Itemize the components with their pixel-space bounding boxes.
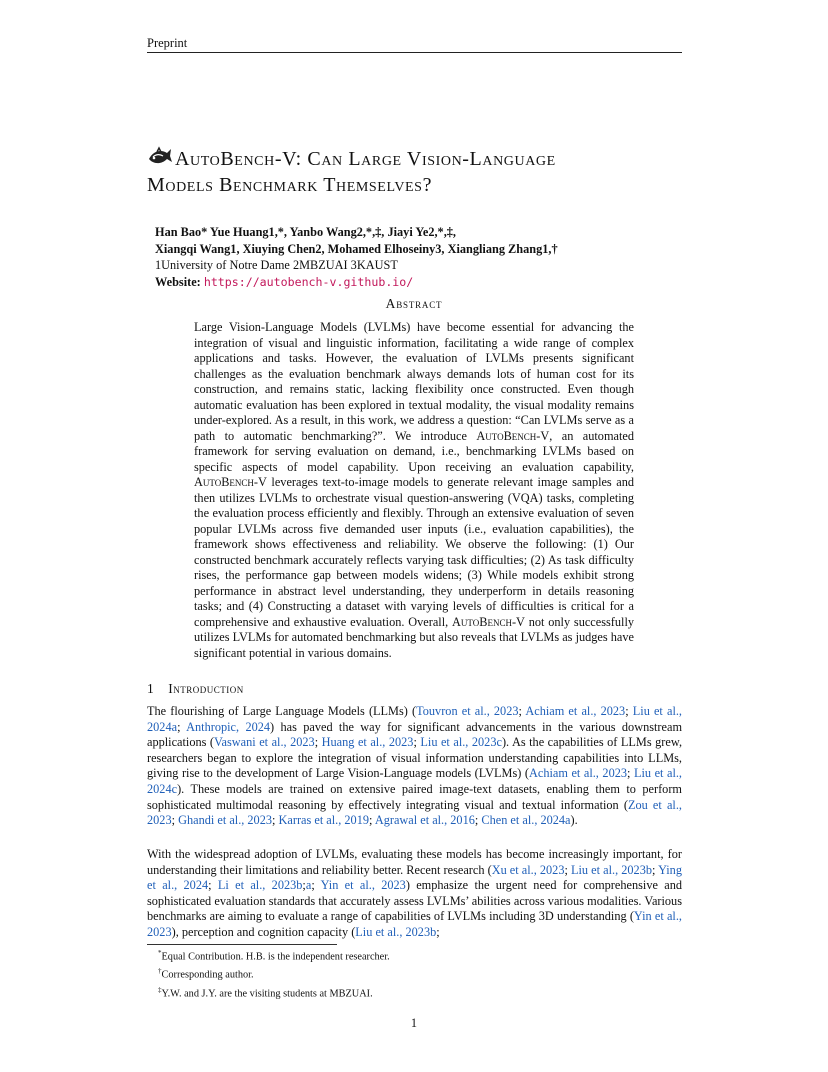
intro-paragraph-1: The flourishing of Large Language Models (LLMs) (Touvron et al., 2023; Achiam et al., 2023; Liu et al., 2024a; Anthropic, 2024) has paved the way for significant advancements in the various downstream applications (Vaswani et al., 2023; Huang et al., 2023; Liu et al., 2023c). As the capabilities of LLMs grew, researchers began to explore the integration of visual information understanding capabilities into LLMs, giving rise to the development of Large Vision-Language models (LVLMs) (Achiam et al., 2023; Liu et al., 2024c). These models are trained on extensive paired image-text datasets, enabling them to perform sophisticated multimodal reasoning by effectively integrating visual and textual information (Zou et al., 2023; Ghandi et al., 2023; Karras et al., 2019; Agrawal et al., 2016; Chen et al., 2024a).	[147, 704, 683, 828]
citation-link[interactable]: Liu et al., 2024a	[147, 704, 683, 734]
website-label: Website:	[155, 274, 201, 289]
citation-link[interactable]: Agrawal et al., 2016	[374, 813, 475, 828]
title-line-2: Models Benchmark Themselves?	[147, 174, 433, 196]
citation-link[interactable]: Karras et al., 2019	[278, 813, 370, 828]
citation-link[interactable]: Anthropic, 2024	[186, 719, 271, 734]
intro-paragraph-2: With the widespread adoption of LVLMs, evaluating these models has become increasingly important, for understanding their limitations and reliability better. Recent research (Xu et al., 2023; Liu et al., 2023b; Ying et al., 2024; Li et al., 2023b;a; Yin et al., 2023) emphasize the urgent need for comprehensive and sophisticated evaluation standards that accurately assess LVLMs’ abilities across various modalities. Various benchmarks are aiming to evaluate a range of capabilities of LVLMs including 3D understanding (Yin et al., 2023), perception and cognition capacity (Liu et al., 2023b;	[147, 847, 682, 939]
citation-link[interactable]: Liu et al., 2023b	[571, 862, 652, 877]
citation-link[interactable]: Li et al., 2023b	[217, 878, 303, 893]
author-block	[155, 224, 675, 290]
website-link[interactable]: https://autobench-v.github.io/	[203, 274, 414, 289]
abstract-body: Large Vision-Language Models (LVLMs) have become essential for advancing the integration of visual and linguistic information, facilitating a wide range of complex applications and tasks. However, the evaluation of LVLMs presents significant challenges as the evaluation benchmark always demands lots of human cost for its construction, and remains static, lacking flexibility once constructed. Even though automatic evaluation has been explored in textual modality, the visual modality remains under-explored. As a result, in this work, we address a question: “Can LVLMs serve as a path to automatic benchmarking?”. We introduce AutoBench-V, an automated framework for serving evaluation on demand, i.e., benchmarking LVLMs based on specific aspects of model capability. Upon receiving an evaluation capability, AutoBench-V leverages text-to-image models to generate relevant image samples and then utilizes LVLMs to orchestrate visual question-answering (VQA) tasks, completing the evaluation process efficiently and flexibly. Through an extensive evaluation of seven popular LVLMs across five demanded user inputs (i.e., evaluation capabilities), the framework shows effectiveness and reliability. We observe the following: (1) Our constructed benchmark accurately reflects varying task difficulties; (2) As task difficulty rises, the performance gap between models widens; (3) While models exhibit strong performance in abstract level understanding, they underperform in details reasoning tasks; and (4) Constructing a dataset with varying levels of difficulties is critical for a comprehensive and exhaustive evaluation. Overall, AutoBench-V not only successfully utilizes LVLMs for automated benchmarking but also reveals that LVLMs as judges have significant potential in various domains.	[194, 320, 635, 660]
citation-link[interactable]: Zou et al., 2023	[147, 797, 682, 828]
section-number: 1	[147, 681, 155, 696]
citation-link[interactable]: Vaswani et al., 2023	[214, 735, 315, 750]
citation-link[interactable]: Touvron et al., 2023	[416, 704, 519, 718]
framework-name: AutoBench-V	[452, 614, 525, 629]
citation-link[interactable]: a	[305, 878, 312, 893]
section-title: Introduction	[168, 681, 244, 696]
footnotes	[158, 946, 678, 1001]
framework-name: AutoBench-V	[476, 428, 550, 443]
arxiv-sidebar	[0, 0, 60, 1072]
authors-line-1: Han Bao* Yue Huang1,*, Yanbo Wang2,*,‡, Jiayi Ye2,*,‡,	[155, 225, 456, 239]
citation-link[interactable]: Achiam et al., 2023	[529, 766, 628, 781]
footnote-corresponding: †Corresponding author.	[158, 967, 254, 981]
affiliations: 1University of Notre Dame 2MBZUAI 3KAUST	[155, 258, 398, 272]
citation-link[interactable]: Liu et al., 2023c	[420, 735, 502, 750]
paper-title	[147, 145, 687, 198]
abstract-heading: Abstract	[385, 296, 443, 311]
title-text-1: AutoBench-V: Can Large Vision-Language	[175, 148, 556, 170]
citation-link[interactable]: Achiam et al., 2023	[525, 704, 626, 718]
running-header: Preprint	[147, 36, 188, 50]
framework-name: AutoBench-V	[194, 475, 267, 489]
authors-line-2: Xiangqi Wang1, Xiuying Chen2, Mohamed Elhoseiny3, Xiangliang Zhang1,†	[155, 241, 558, 256]
citation-link[interactable]: Liu et al., 2024c	[147, 766, 683, 796]
citation-link[interactable]: Ghandi et al., 2023	[178, 813, 273, 828]
citation-link[interactable]: Yin et al., 2023	[147, 909, 682, 939]
citation-link[interactable]: Ying et al., 2024	[147, 862, 682, 893]
page-number: 1	[410, 1016, 418, 1030]
citation-link[interactable]: Xu et al., 2023	[491, 862, 565, 877]
footnote-rule	[147, 944, 337, 945]
citation-link[interactable]: Chen et al., 2024a	[481, 813, 571, 828]
header-rule	[147, 52, 682, 53]
fish-logo-icon	[147, 145, 173, 167]
citation-link[interactable]: Yin et al., 2023	[320, 878, 406, 893]
website-line	[155, 274, 675, 291]
citation-link[interactable]: Huang et al., 2023	[321, 735, 414, 750]
section-heading	[147, 681, 244, 697]
citation-link[interactable]: Liu et al., 2023b	[355, 924, 437, 939]
footnote-visiting: ‡Y.W. and J.Y. are the visiting students at MBZUAI.	[158, 985, 373, 1000]
title-line-1	[147, 145, 687, 172]
footnote-equal-contribution: *Equal Contribution. H.B. is the independent researcher.	[158, 949, 390, 963]
